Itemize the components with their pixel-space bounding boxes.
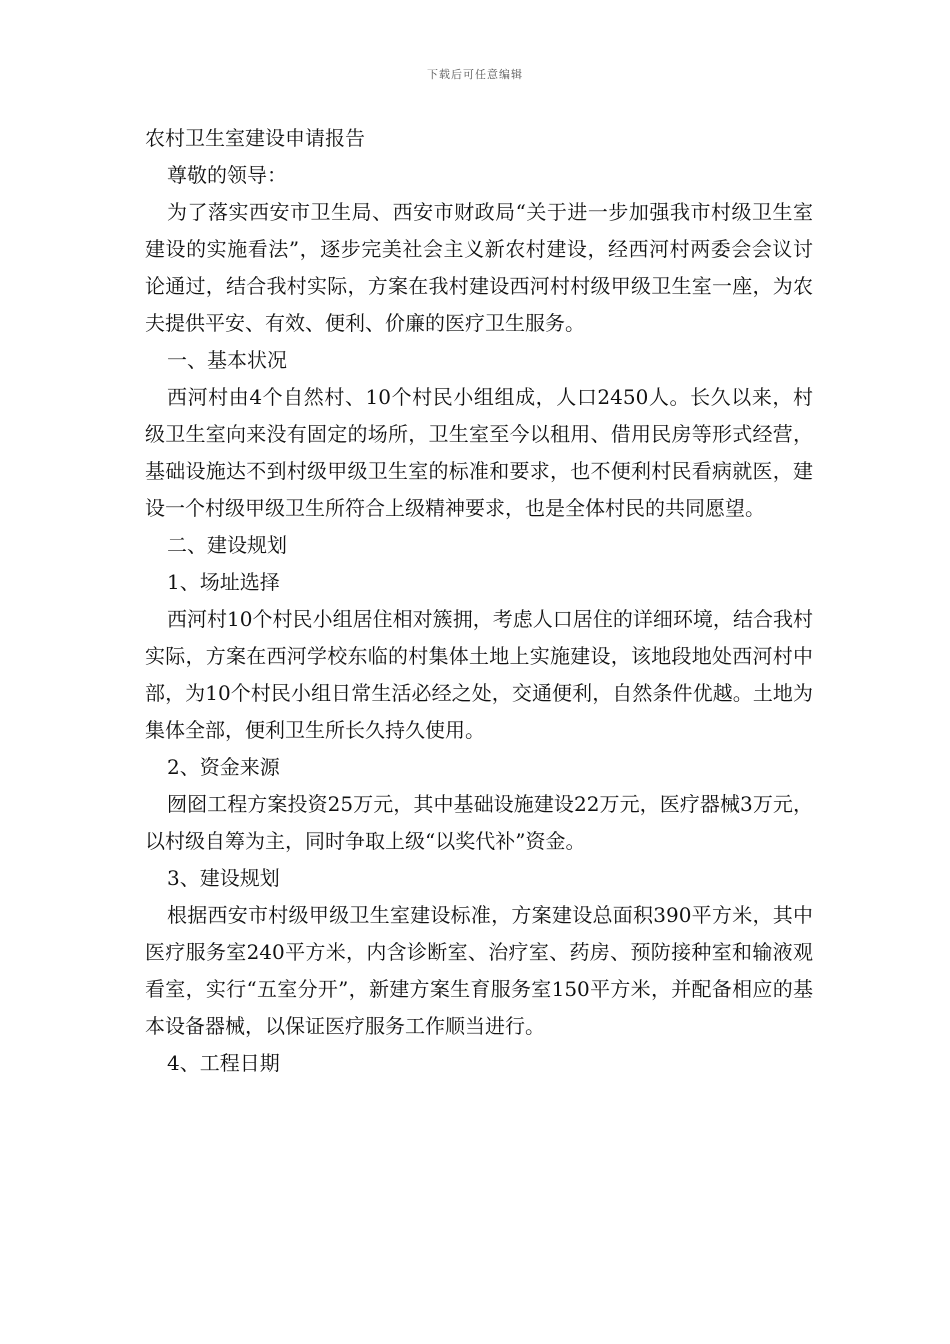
salutation: 尊敬的领导：	[167, 163, 287, 187]
subheading-project-date: 4、工程日期	[167, 1051, 280, 1075]
basic-status-paragraph: 西河村由4个自然村、10个村民小组组成，人口2450人。长久以来，村级卫生室向来没有固定的场所，卫生室至今以租用、借用民房等形式经营，基础设施达不到村级甲级卫生室的标准和要求，也不便利村民看病就医，建设一个村级甲级卫生所符合上级精神要求，也是全体村民的共同愿望。	[145, 385, 813, 520]
section-heading-construction-plan: 二、建设规划	[167, 533, 287, 557]
page-header-note: 下载后可任意编辑	[427, 68, 523, 81]
intro-paragraph: 为了落实西安市卫生局、西安市财政局“关于进一步加强我市村级卫生室建设的实施看法”，逐步完美社会主义新农村建设，经西河村两委会会议讨论通过，结合我村实际，方案在我村建设西河村村级甲级卫生室一座，为农夫提供平安、有效、便利、价廉的医疗卫生服务。	[145, 200, 813, 335]
site-selection-paragraph: 西河村10个村民小组居住相对簇拥，考虑人口居住的详细环境，结合我村实际，方案在西河学校东临的村集体土地上实施建设，该地段地处西河村中部，为10个村民小组日常生活必经之处，交通便利，自然条件优越。土地为集体全部，便利卫生所长久持久使用。	[145, 607, 813, 742]
document-title: 农村卫生室建设申请报告	[145, 126, 365, 150]
section-heading-basic-status: 一、基本状况	[167, 348, 287, 372]
funding-source-paragraph: 囫囵工程方案投资25万元，其中基础设施建设22万元，医疗器械3万元，以村级自筹为主，同时争取上级“以奖代补”资金。	[145, 792, 813, 853]
subheading-site-selection: 1、场址选择	[167, 570, 280, 594]
subheading-funding-source: 2、资金来源	[167, 755, 280, 779]
document-body	[145, 120, 813, 1082]
construction-plan-paragraph: 根据西安市村级甲级卫生室建设标准，方案建设总面积390平方米，其中医疗服务室240平方米，内含诊断室、治疗室、药房、预防接种室和输液观看室，实行“五室分开”，新建方案生育服务室150平方米，并配备相应的基本设备器械，以保证医疗服务工作顺当进行。	[145, 903, 813, 1038]
subheading-construction-plan: 3、建设规划	[167, 866, 280, 890]
